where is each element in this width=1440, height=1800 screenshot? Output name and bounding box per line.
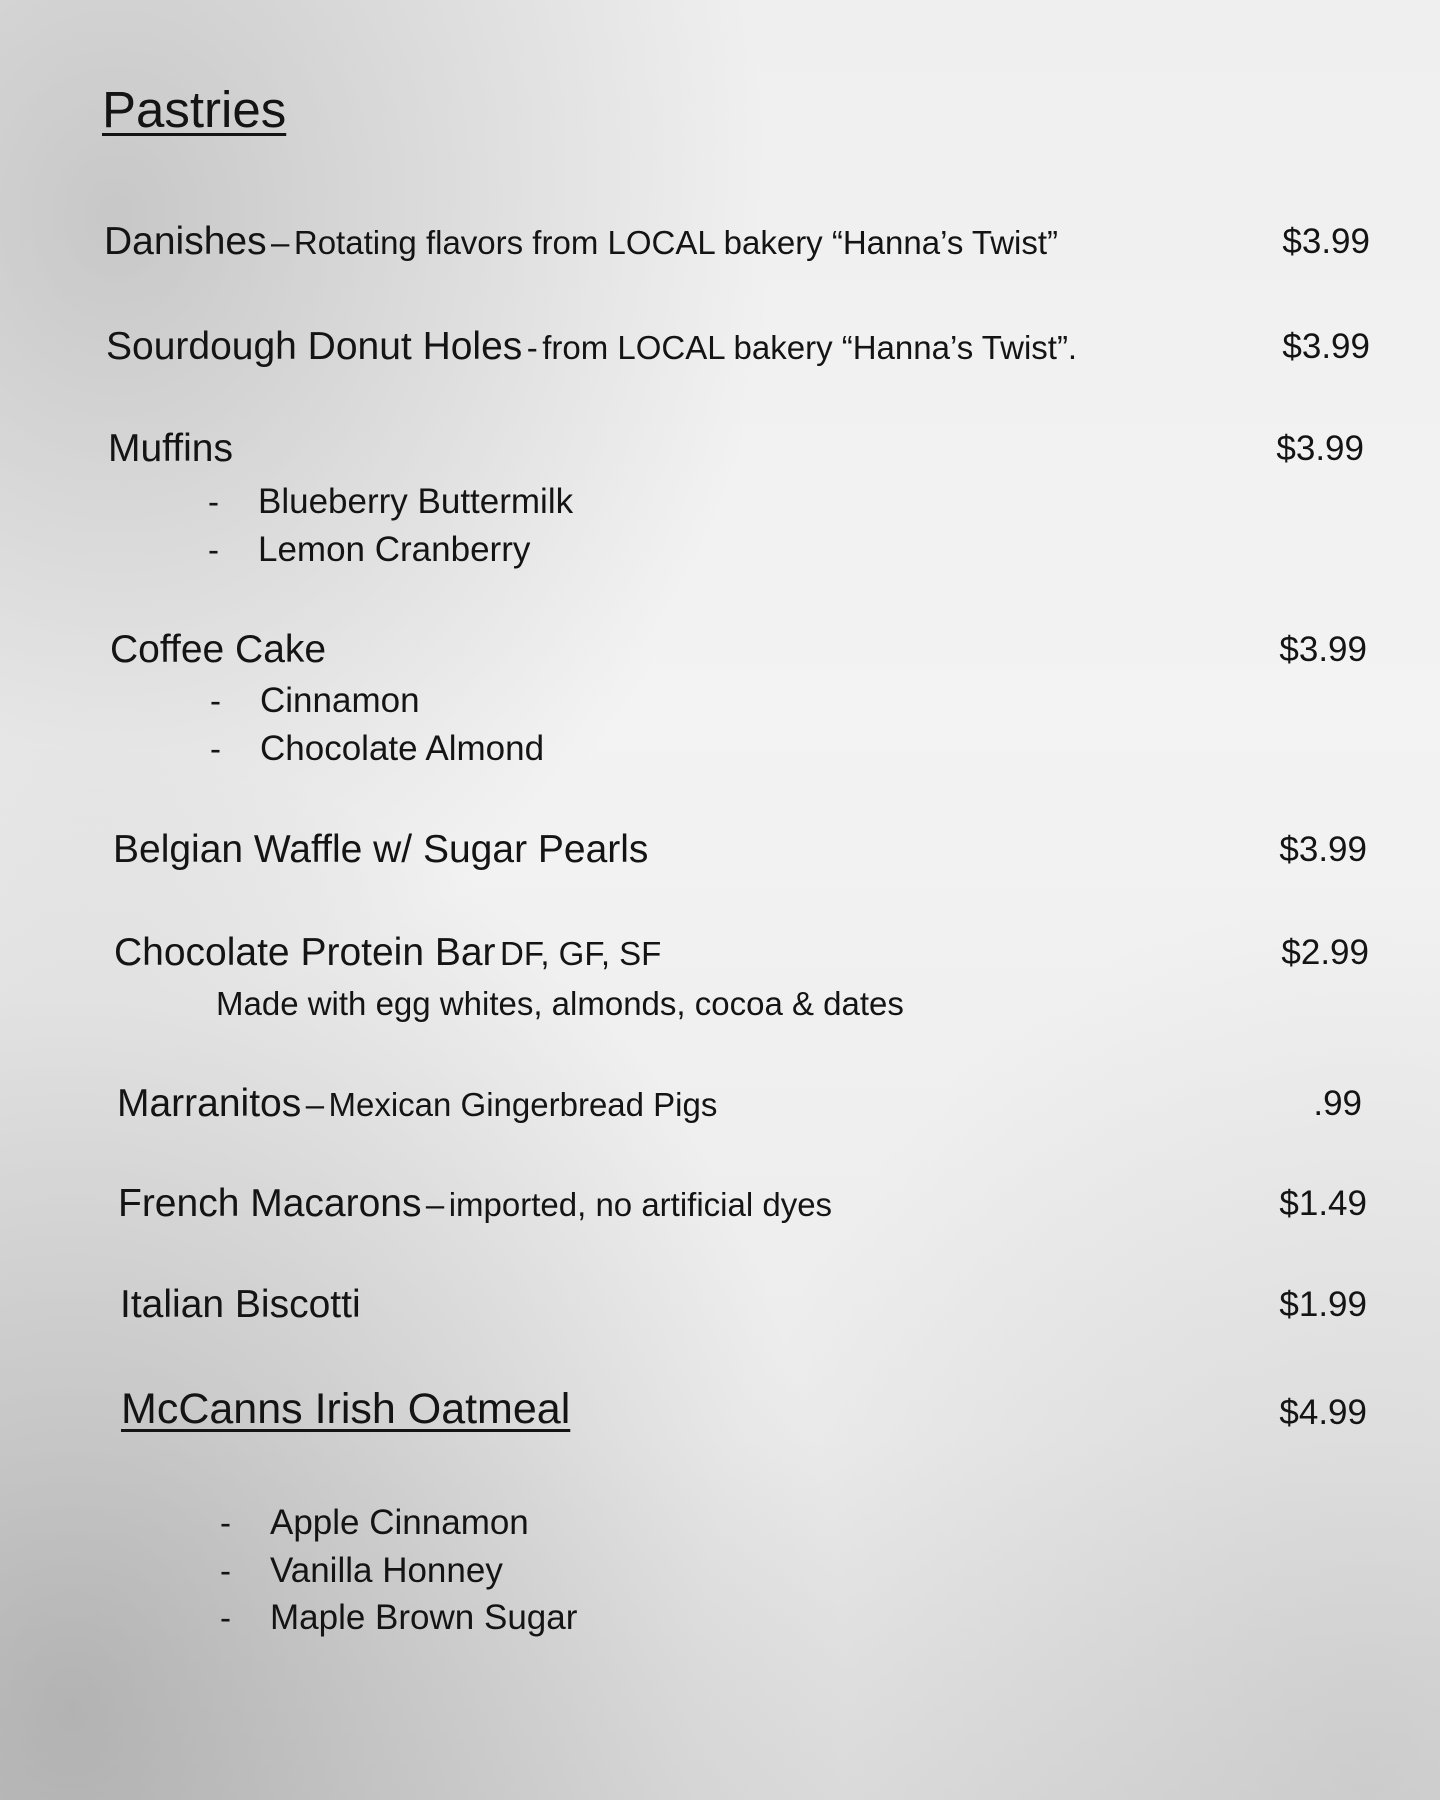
item-separator: -	[526, 329, 538, 366]
item-name: Muffins	[108, 427, 233, 470]
bullet-dash: -	[208, 531, 219, 568]
option-label: Maple Brown Sugar	[270, 1598, 578, 1637]
item-description: Rotating flavors from LOCAL bakery “Hanna’s Twist”	[293, 224, 1059, 261]
item-price: $3.99	[1279, 830, 1367, 869]
item-separator: –	[425, 1186, 445, 1223]
option-item	[220, 1598, 577, 1638]
bullet-dash: -	[220, 1599, 231, 1636]
item-price: $1.49	[1279, 1184, 1367, 1223]
item-price: $3.99	[1282, 327, 1370, 366]
option-item	[210, 681, 420, 721]
option-item	[220, 1503, 529, 1543]
item-name: French Macarons	[118, 1182, 422, 1225]
item-description: imported, no artificial dyes	[448, 1186, 833, 1223]
bullet-dash: -	[220, 1552, 231, 1589]
item-name: Italian Biscotti	[120, 1283, 361, 1326]
item-price: .99	[1313, 1084, 1362, 1123]
option-item	[208, 530, 530, 570]
option-item	[220, 1551, 503, 1591]
option-label: Lemon Cranberry	[258, 530, 531, 569]
option-label: Chocolate Almond	[260, 729, 545, 768]
item-name: Belgian Waffle w/ Sugar Pearls	[113, 828, 649, 871]
bullet-dash: -	[208, 483, 219, 520]
item-name: Danishes	[104, 220, 267, 263]
item-detail: Made with egg whites, almonds, cocoa & dates	[216, 985, 904, 1022]
item-name: Chocolate Protein Bar	[114, 931, 496, 974]
option-label: Blueberry Buttermilk	[258, 482, 574, 521]
item-name: Coffee Cake	[110, 628, 327, 671]
dietary-tags: DF, GF, SF	[500, 935, 662, 972]
item-description: Mexican Gingerbread Pigs	[328, 1086, 718, 1123]
option-label: Apple Cinnamon	[270, 1503, 529, 1542]
item-name: Sourdough Donut Holes	[106, 325, 523, 368]
option-label: Cinnamon	[260, 681, 420, 720]
bullet-dash: -	[210, 682, 221, 719]
item-price: $3.99	[1276, 429, 1364, 468]
option-item	[210, 729, 544, 769]
item-price: $1.99	[1279, 1285, 1367, 1324]
item-separator: –	[305, 1086, 325, 1123]
item-name: McCanns Irish Oatmeal	[121, 1385, 571, 1433]
item-price: $2.99	[1281, 933, 1369, 972]
item-price: $3.99	[1279, 630, 1367, 669]
item-separator: –	[271, 224, 290, 261]
item-name: Marranitos	[117, 1082, 302, 1125]
bullet-dash: -	[220, 1504, 231, 1541]
option-label: Vanilla Honney	[270, 1551, 503, 1590]
item-description: from LOCAL bakery “Hanna’s Twist”.	[542, 329, 1078, 366]
item-price: $4.99	[1279, 1393, 1367, 1432]
option-item	[208, 482, 573, 522]
bullet-dash: -	[210, 730, 221, 767]
section-heading: Pastries	[102, 81, 287, 138]
item-price: $3.99	[1282, 222, 1370, 261]
